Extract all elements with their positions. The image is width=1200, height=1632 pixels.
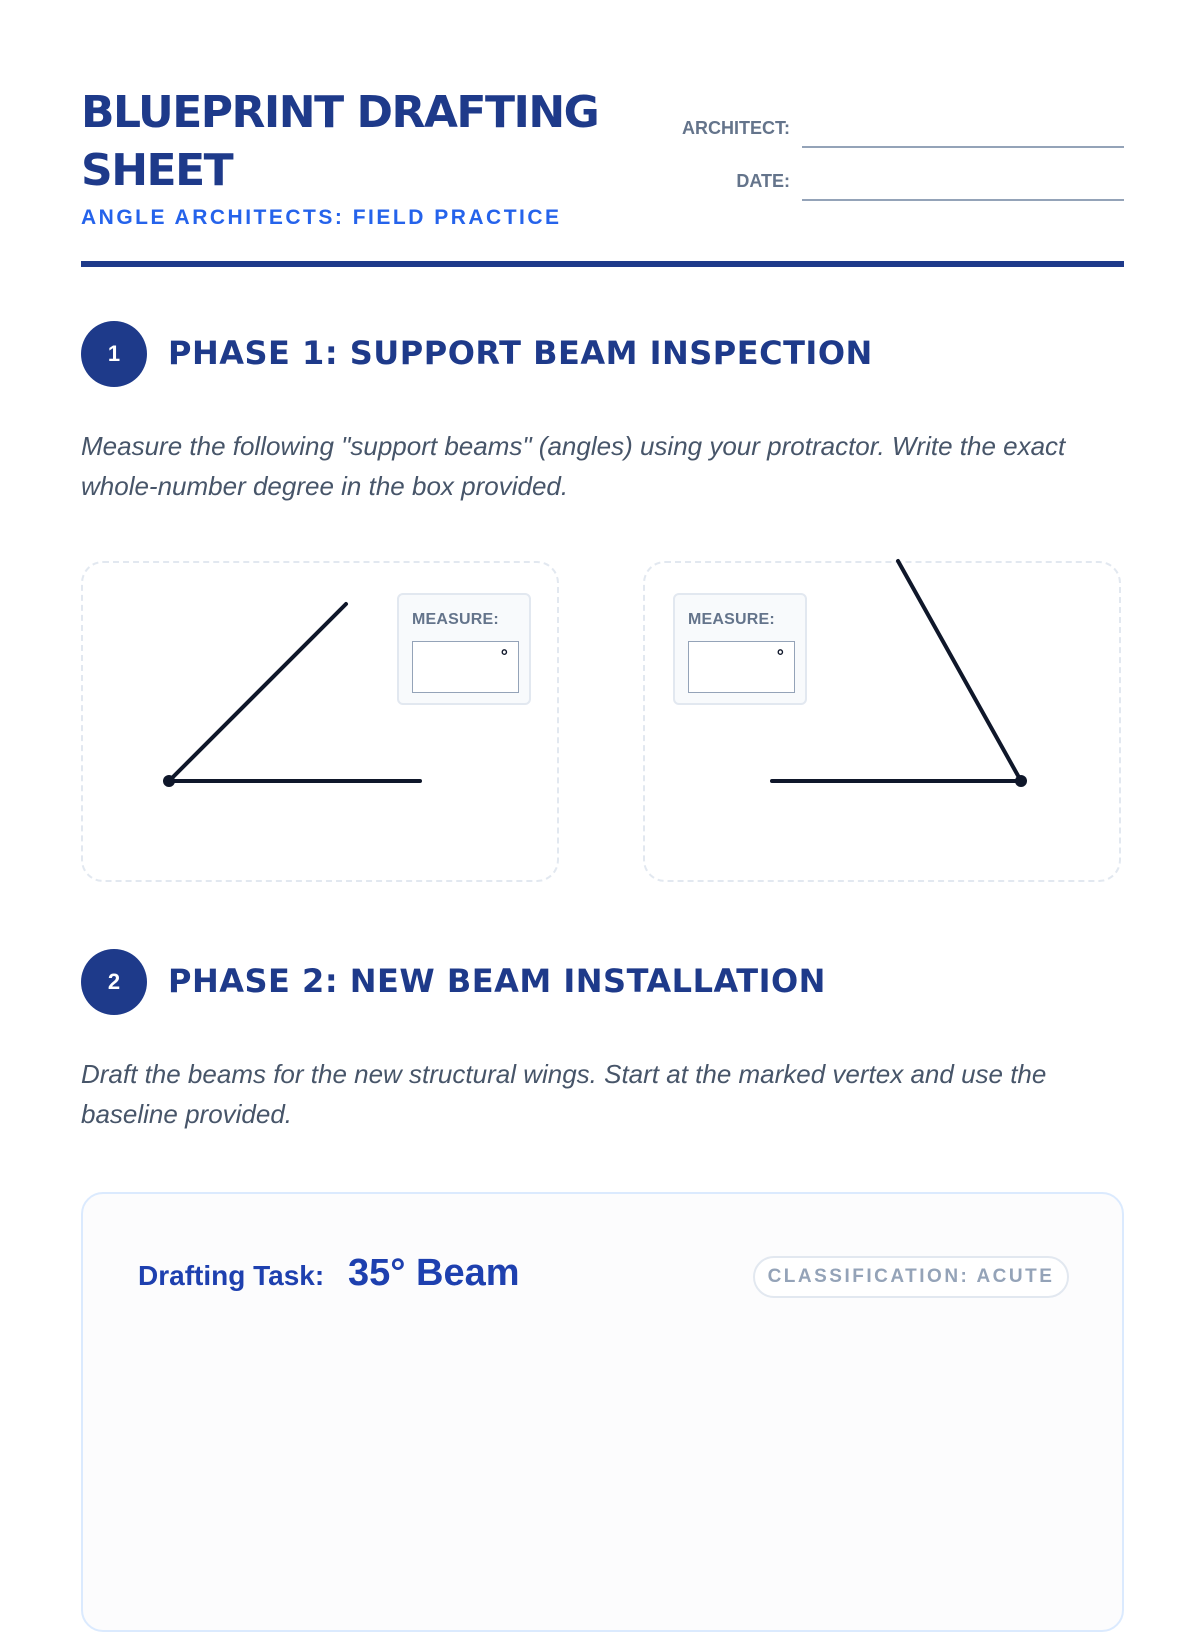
phase-2-badge: 2 <box>81 949 147 1015</box>
angle-card-2 <box>643 561 1121 882</box>
degree-symbol-2: ° <box>776 646 784 666</box>
measure-box-2 <box>673 593 807 705</box>
worksheet-subtitle: ANGLE ARCHITECTS: FIELD PRACTICE <box>81 206 562 229</box>
classification-badge: CLASSIFICATION: ACUTE <box>753 1256 1069 1298</box>
degree-symbol-1: ° <box>500 646 508 666</box>
date-field[interactable] <box>802 199 1124 201</box>
angle-2-ray <box>898 561 1021 781</box>
measure-input-2[interactable] <box>688 641 795 693</box>
architect-field[interactable] <box>802 146 1124 148</box>
drafting-task-card[interactable] <box>81 1192 1124 1632</box>
phase-1-badge: 1 <box>81 321 147 387</box>
phase-2-instructions: Draft the beams for the new structural wings. Start at the marked vertex and use the baseline provided. <box>81 1059 1047 1129</box>
angle-1-ray <box>169 604 346 781</box>
phase-1-title: PHASE 1: SUPPORT BEAM INSPECTION <box>168 334 873 372</box>
phase-1-instructions: Measure the following "support beams" (angles) using your protractor. Write the exact whole-number degree in the box provided. <box>81 431 1066 501</box>
angle-2-vertex <box>1015 775 1027 787</box>
header-divider <box>81 261 1124 267</box>
phase-2-title: PHASE 2: NEW BEAM INSTALLATION <box>168 962 826 1000</box>
worksheet-title: BLUEPRINT DRAFTING SHEET <box>81 87 599 196</box>
drafting-task-value: 35° Beam <box>348 1252 520 1294</box>
angle-card-1 <box>81 561 559 882</box>
date-label: DATE: <box>736 171 790 191</box>
measure-label-1: MEASURE: <box>412 611 499 628</box>
measure-label-2: MEASURE: <box>688 611 775 628</box>
measure-box-1 <box>397 593 531 705</box>
drafting-task-label: Drafting Task: <box>138 1260 325 1291</box>
measure-input-1[interactable] <box>412 641 519 693</box>
architect-label: ARCHITECT: <box>682 118 790 138</box>
angle-1-vertex <box>163 775 175 787</box>
